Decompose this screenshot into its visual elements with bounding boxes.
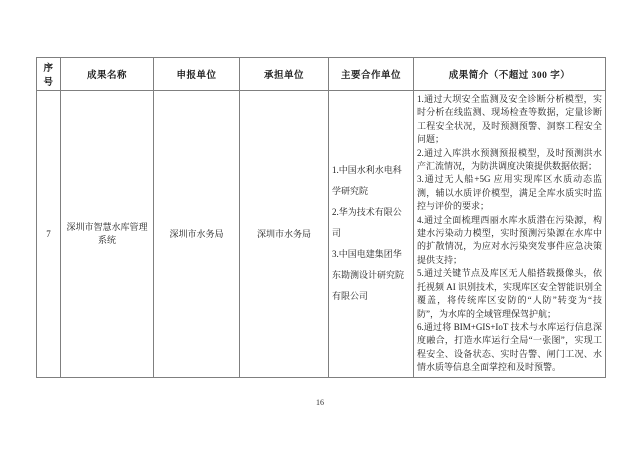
col-header-index: 序号 — [37, 58, 61, 91]
col-header-undertaking-unit: 承担单位 — [240, 58, 329, 91]
partner-item: 2.华为技术有限公司 — [332, 207, 402, 239]
cell-declaring-unit: 深圳市水务局 — [154, 91, 240, 378]
summary-item: 5.通过关键节点及库区无人船搭载摄像头，依托视频 AI 识别技术，实现库区安全智能识别全覆盖，将传统库区安防的“人防”转变为“技防”，为水库的全域管理保驾护航； — [417, 268, 602, 319]
cell-summary — [414, 91, 606, 378]
result-name-text: 深圳市智慧水库管理系统 — [66, 221, 148, 245]
summary-item: 6.通过将 BIM+GIS+IoT 技术与水库运行信息深度融合，打造水库运行全局“一张图”，实现工程安全、设备状态、实时告警、闸门工况、水情水质等信息全面掌控和及时预警。 — [417, 321, 602, 373]
summary-item: 3.通过无人船+5G 应用实现库区水质动态监测，辅以水质评价模型，满足全库水质实时监控与评价的要求； — [417, 174, 602, 212]
cell-result-name — [61, 91, 154, 378]
table-header-row — [37, 58, 606, 91]
cell-partners — [329, 91, 414, 378]
col-header-result-name: 成果名称 — [61, 58, 154, 91]
summary-item: 4.通过全面梳理西丽水库水质潜在污染源，构建水污染动力模型，实时预测污染源在水库中的扩散情况，为应对水污染突发事件应急决策提供支持； — [417, 214, 602, 265]
cell-undertaking-unit: 深圳市水务局 — [240, 91, 329, 378]
summary-item: 2.通过入库洪水预测预报模型，及时预测洪水产汇流情况，为防洪调度决策提供数据依据； — [417, 147, 602, 172]
page-number: 16 — [316, 398, 324, 407]
table-row — [37, 91, 606, 378]
col-header-declaring-unit: 申报单位 — [154, 58, 240, 91]
partner-item: 1.中国水利水电科学研究院 — [332, 165, 402, 197]
summary-item: 1.通过大坝安全监测及安全诊断分析模型，实时分析在线监测、现场检查等数据，定量诊断工程安全状况，及时预测预警、洞察工程安全问题； — [417, 94, 602, 145]
partner-item: 3.中国电建集团华东勘测设计研究院有限公司 — [332, 249, 405, 302]
results-table — [36, 57, 606, 378]
col-header-summary: 成果简介（不超过 300 字） — [414, 58, 606, 91]
cell-row-index: 7 — [37, 91, 61, 378]
col-header-partners: 主要合作单位 — [329, 58, 414, 91]
